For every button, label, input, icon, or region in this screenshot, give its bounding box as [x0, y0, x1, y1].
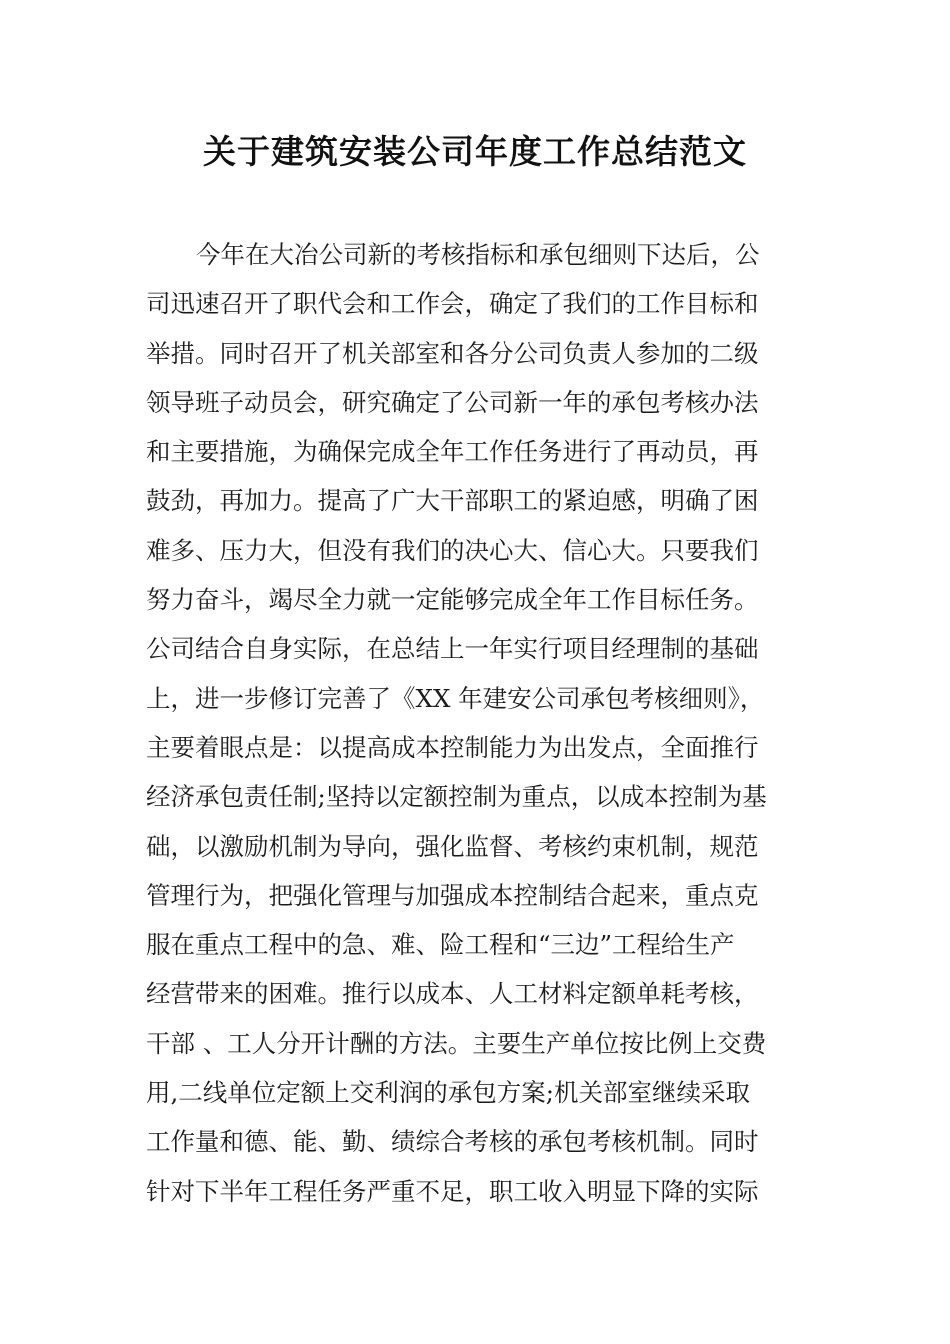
paragraph-line: 领导班子动员会，研究确定了公司新一年的承包考核办法: [146, 387, 759, 417]
paragraph-line: 和主要措施，为确保完成全年工作任务进行了再动员，再: [146, 437, 759, 467]
document-title: 关于建筑安装公司年度工作总结范文: [203, 132, 747, 171]
paragraph-line: 举措。同时召开了机关部室和各分公司负责人参加的二级: [146, 338, 759, 368]
paragraph-line: 工作量和德、能、勤、绩综合考核的承包考核机制。同时: [146, 1127, 759, 1157]
paragraph-line: 主要着眼点是：以提高成本控制能力为出发点，全面推行: [146, 732, 759, 762]
paragraph-line: 础，以激励机制为导向，强化监督、考核约束机制，规范: [146, 831, 759, 861]
paragraph-line: 今年在大冶公司新的考核指标和承包细则下达后，公: [196, 240, 760, 269]
paragraph-line: 管理行为，把强化管理与加强成本控制结合起来，重点克: [146, 880, 759, 910]
document-body: [146, 230, 816, 1216]
paragraph-line: 公司结合自身实际，在总结上一年实行项目经理制的基础: [146, 634, 759, 664]
paragraph-line: 针对下半年工程任务严重不足，职工收入明显下降的实际: [146, 1176, 759, 1206]
paragraph-line: 司迅速召开了职代会和工作会，确定了我们的工作目标和: [146, 289, 759, 319]
paragraph-line: 经营带来的困难。推行以成本、人工材料定额单耗考核，: [146, 979, 759, 1009]
paragraph-line: 努力奋斗，竭尽全力就一定能够完成全年工作目标任务。: [146, 585, 759, 615]
paragraph-line: 干部 、工人分开计酬的方法。主要生产单位按比例上交费: [146, 1028, 767, 1058]
paragraph-line: 难多、压力大，但没有我们的决心大、信心大。只要我们: [146, 535, 759, 565]
paragraph-line: 经济承包责任制;坚持以定额控制为重点，以成本控制为基: [146, 782, 767, 812]
paragraph-line: 上，进一步修订完善了《XX 年建安公司承包考核细则》，: [146, 683, 765, 713]
paragraph-line: 鼓劲，再加力。提高了广大干部职工的紧迫感，明确了困: [146, 486, 759, 516]
paragraph-line: 用,二线单位定额上交利润的承包方案;机关部室继续采取: [146, 1078, 751, 1108]
paragraph-line: 服在重点工程中的急、难、险工程和“三边”工程给生产: [146, 930, 735, 960]
